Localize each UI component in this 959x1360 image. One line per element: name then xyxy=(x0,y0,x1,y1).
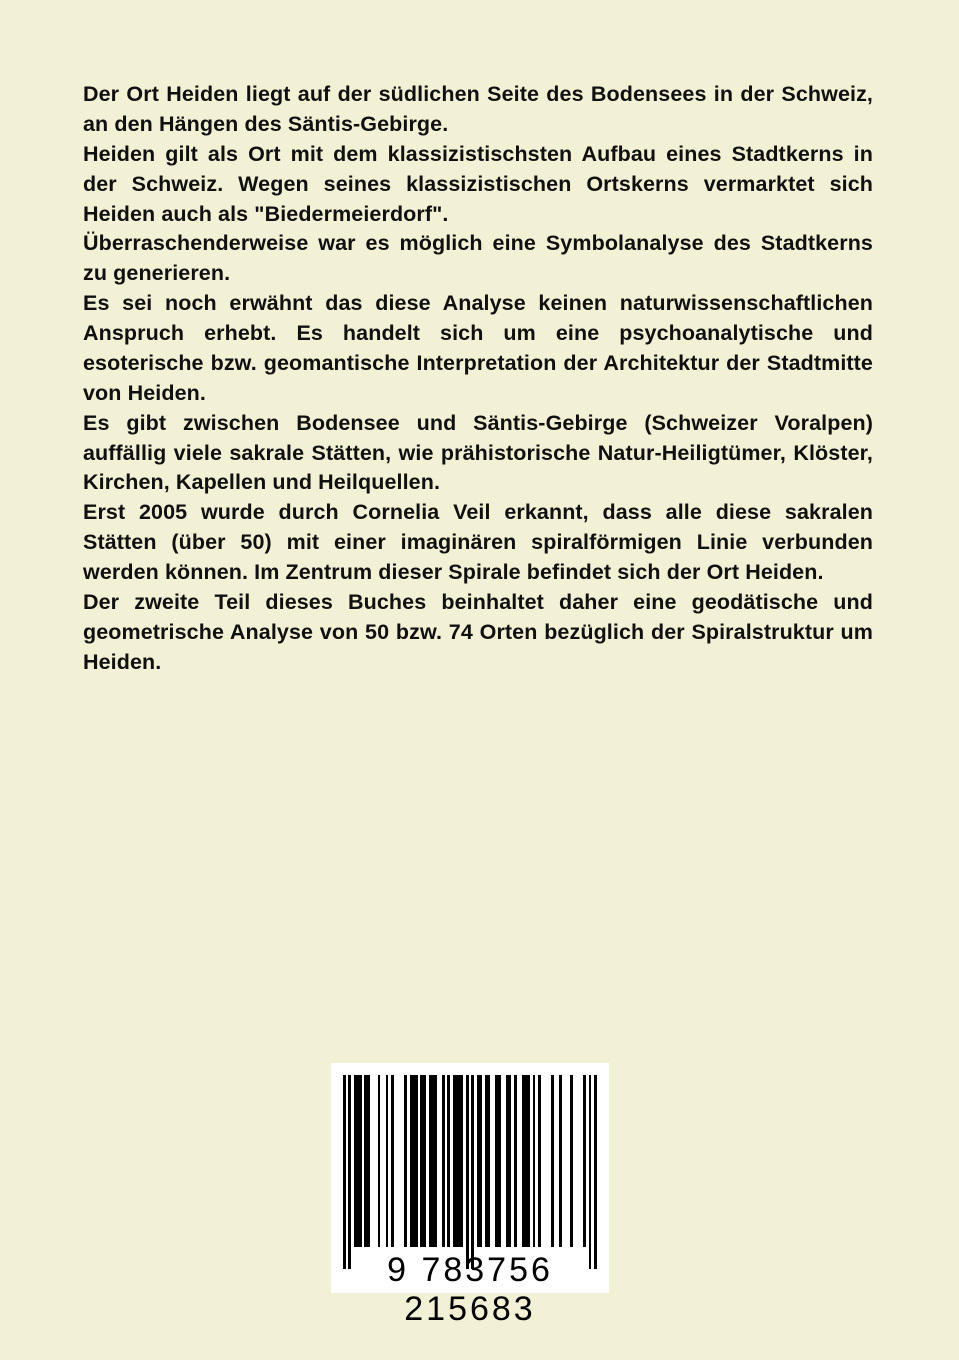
barcode-bar xyxy=(404,1075,407,1247)
blurb-text-block xyxy=(83,80,873,678)
barcode-bar xyxy=(485,1075,490,1247)
barcode-bar xyxy=(466,1075,469,1269)
paragraph-1: Der Ort Heiden liegt auf der südlichen Seite des Bodensees in der Schweiz, an den Hängen des Säntis-Gebirge. xyxy=(83,82,873,136)
barcode-bar xyxy=(559,1075,562,1247)
barcode-bar xyxy=(348,1075,351,1269)
barcode-bar xyxy=(378,1075,381,1247)
barcode-bars xyxy=(343,1075,597,1247)
barcode-bar xyxy=(442,1075,445,1247)
barcode-bar xyxy=(583,1075,586,1247)
paragraph-5: Es gibt zwischen Bodensee und Säntis-Gebirge (Schweizer Voralpen) auffällig viele sakrale Stätten, wie prähistorische Natur-Heiligtümer, Klöster, Kirchen, Kapellen und Heilquellen. xyxy=(83,410,873,495)
barcode-bar xyxy=(343,1075,346,1269)
barcode-bar xyxy=(471,1075,474,1269)
paragraph-7: Der zweite Teil dieses Buches beinhaltet daher eine geodätische und geometrische Analyse von 50 bzw. 74 Orten bezüglich der Spiralstruktur um Heiden. xyxy=(83,589,873,674)
barcode-bar xyxy=(589,1075,592,1269)
barcode-bar xyxy=(386,1075,389,1247)
barcode-bar xyxy=(551,1075,554,1247)
barcode-bar xyxy=(354,1075,362,1247)
paragraph-3: Überraschenderweise war es möglich eine Symbolanalyse des Stadtkerns zu generieren. xyxy=(83,231,873,286)
barcode-bar xyxy=(570,1075,573,1247)
barcode-bar xyxy=(514,1075,517,1247)
barcode-bar xyxy=(522,1075,530,1247)
isbn-barcode xyxy=(331,1063,609,1328)
barcode-number: 9 783756 215683 xyxy=(387,1251,553,1328)
barcode-bar xyxy=(447,1075,450,1247)
barcode-bar xyxy=(506,1075,511,1247)
barcode-bar xyxy=(391,1075,394,1247)
paragraph-4: Es sei noch erwähnt das diese Analyse keinen naturwissenschaftlichen Anspruch erhebt. Es handelt sich um eine psychoanalytische und esoterische bzw. geomantische Interpretation der Architektur der Stadtmitte von Heiden. xyxy=(83,291,873,405)
barcode-bar xyxy=(364,1075,369,1247)
barcode-bar xyxy=(538,1075,541,1247)
barcode-bar xyxy=(410,1075,418,1247)
barcode-bar xyxy=(594,1075,597,1269)
barcode-bar xyxy=(477,1075,482,1247)
paragraph-6: Erst 2005 wurde durch Cornelia Veil erkannt, dass alle diese sakralen Stätten (über 50) mit einer imaginären spiralförmigen Linie verbunden werden können. Im Zentrum dieser Spirale befindet sich der Ort Heiden. xyxy=(83,500,873,584)
barcode-bar xyxy=(495,1075,500,1247)
barcode-bar xyxy=(429,1075,437,1247)
barcode-bar xyxy=(533,1075,536,1247)
paragraph-2: Heiden gilt als Ort mit dem klassizistischsten Aufbau eines Stadtkerns in der Schweiz. Wegen seines klassizistischen Ortskerns vermarktet sich Heiden auch als "Biedermeierdorf". xyxy=(83,141,873,226)
barcode-bar xyxy=(420,1075,425,1247)
barcode-bar xyxy=(453,1075,464,1247)
